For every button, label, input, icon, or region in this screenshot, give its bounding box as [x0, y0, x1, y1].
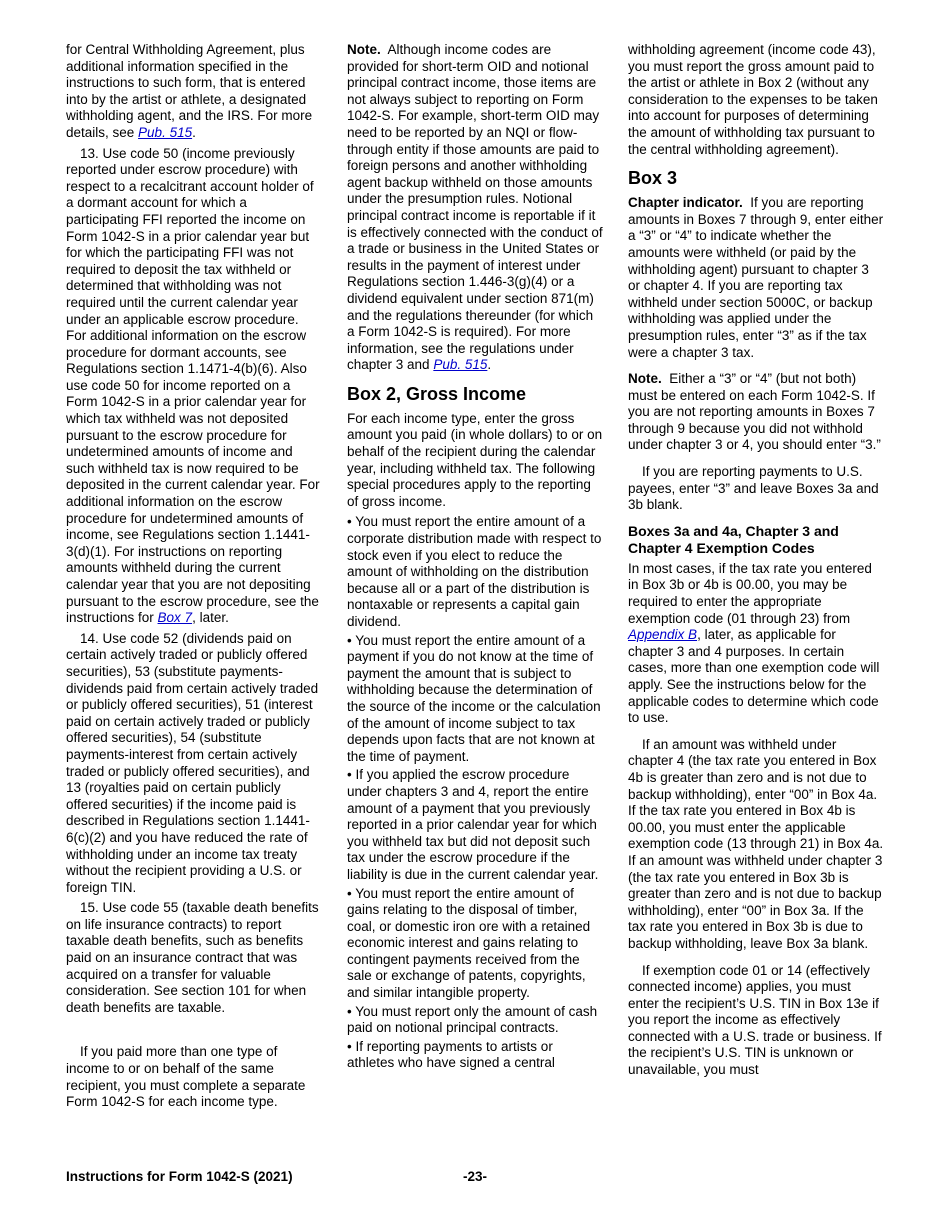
text-run: In most cases, if the tax rate you entered in Box 3b or 4b is 00.00, you may be required to enter the appropriate exemption code (01 through 23) from — [628, 560, 872, 626]
text-column-1 — [66, 42, 322, 1115]
bold-lead: Note. — [628, 371, 662, 387]
text-run: If you are reporting payments to U.S. payees, enter “3” and leave Boxes 3a and 3b blank. — [628, 464, 879, 513]
text-run: . — [487, 357, 492, 373]
text-run: Although income codes are provided for short-term OID and notional principal contract income, those items are not always subject to reporting on Form 1042-S. For example, short-term OID may need to be reported by an NQI or flow-through entity if those amounts are paid to foreign persons and another withholding agent backup withheld on those amounts under the presumption rules. Notional principal contract income is reportable if it is effectively connected with the conduct of a trade or business in the United States or results in the payment of interest under Regulations section 1.446-3(g)(4) or a dividend equivalent under section 871(m) and the regulations thereunder (for which a Form 1042-S is required). For more information, see the regulations under chapter 3 and — [347, 42, 603, 373]
bold-lead: Note. — [347, 42, 381, 57]
text-run: Either a “3” or “4” (but not both) must be entered on each Form 1042-S. If you are not reporting amounts in Boxes 7 through 9 because you did not withhold under chapter 3 or 4, you should enter “3.” — [628, 371, 881, 453]
text-run: for Central Withholding Agreement, plus additional information specified in the instructions to such form, that is entered into by the artist or athlete, a designated withholding agent, and the IRS. For more details, see — [66, 42, 313, 140]
paragraph — [66, 146, 322, 627]
bullet-item — [347, 1004, 603, 1037]
paragraph — [628, 561, 884, 727]
section-heading: Box 3 — [628, 168, 678, 189]
text-run: , later, as applicable for chapter 3 and 4 purposes. In certain cases, more than one exemption code will apply. See the instructions below for the applicable codes to determine which code to use. — [628, 627, 880, 726]
text-run: • You must report the entire amount of a payment if you do not know at the time of payment the amount that is subject to withholding because the determination of the source of the income or the calculation of the amount of income subject to tax depends upon facts that are not known at the time of payment. — [347, 632, 601, 764]
text-run: • If reporting payments to artists or athletes who have signed a central — [347, 1038, 555, 1071]
bullet-item — [347, 767, 603, 883]
bullet-item — [347, 514, 603, 630]
text-columns — [66, 42, 884, 1115]
bullet-item — [347, 886, 603, 1002]
bold-lead: Chapter indicator. — [628, 195, 743, 211]
text-run: 14. Use code 52 (dividends paid on certain actively traded or publicly offered securities), 53 (substitute payments-dividends paid from certain actively traded or publicly offered securities), 51 (interest paid on certain actively traded or publicly offered securities), 54 (substitute payments-interest from certain actively traded or publicly offered securities), and 13 (royalties paid on certain publicly offered securities) if the income paid is described in Regulations section 1.1441-6(c)(2) and you have reduced the rate of withholding under an income tax treaty without the recipient providing a U.S. or foreign TIN. — [66, 630, 319, 895]
text-run: 15. Use code 55 (taxable death benefits on life insurance contracts) to report taxable death benefits, such as benefits paid on an insurance contract that was acquired on a transfer for valuable consideration. See section 101 for when death benefits are taxable. — [66, 900, 319, 1015]
paragraph — [628, 464, 884, 514]
text-run: • You must report only the amount of cash paid on notional principal contracts. — [347, 1003, 598, 1036]
box-7-link[interactable]: Box 7 — [157, 610, 193, 626]
text-run: . — [192, 124, 196, 140]
paragraph — [66, 42, 322, 142]
page-footer — [0, 1169, 950, 1189]
text-run: , later. — [192, 610, 229, 626]
text-run: If you paid more than one type of income to or on behalf of the same recipient, you must complete a separate Form 1042-S for each income type. — [66, 1044, 306, 1110]
footer-page-number: -23- — [462, 1169, 487, 1184]
text-run: 13. Use code 50 (income previously reported under escrow procedure) with respect to a recalcitrant account holder of a dormant account for which a participating FFI reported the income on Form 1042-S in a prior calendar year but for which the participating FFI was not required to deposit the tax withheld or determined that withholding was not required until the current calendar year under an applicable escrow procedure. For additional information on the escrow procedure for dormant accounts, see Regulations section 1.1471-4(b)(6). Also use code 50 for income reported on a Form 1042-S in a prior calendar year for which tax withheld was not deposited pursuant to the escrow procedure for undetermined amounts of income and such withheld tax is now required to be deposited in the current calendar year. For additional information on the escrow procedure for undetermined amounts of income, see Regulations section 1.1441-3(d)(1). For instructions on reporting amounts withheld during the current calendar year that you are not depositing pursuant to the escrow procedure, see the instructions for — [66, 145, 320, 626]
text-run: If you are reporting amounts in Boxes 7 through 9, enter either a “3” or “4” to indicate whether the amounts were withheld (or paid by the withholding agent) pursuant to chapter 3 or chapter 4. If you are reporting tax withheld under section 5000C, or backup withholding was applied under the presumption rules, enter “3” as if the tax were a chapter 3 tax. — [628, 195, 884, 360]
text-run: withholding agreement (income code 43), you must report the gross amount paid to the artist or athlete in Box 2 (without any consideration to the expenses to be taken into account for purposes of determining the amount of withholding tax pursuant to the central withholding agreement). — [628, 42, 878, 157]
paragraph — [628, 737, 884, 953]
bullet-item — [347, 633, 603, 766]
paragraph — [628, 963, 884, 1079]
text-run: If an amount was withheld under chapter 4 (the tax rate you entered in Box 4b is greater than zero and is not due to backup withholding), enter “00” in Box 4a. If the tax rate you entered in Box 4b is 00.00, you must enter the applicable exemption code (13 through 21) in Box 4a. If an amount was withheld under chapter 3 (the tax rate you entered in Box 3b is greater than zero and is not due to backup withholding), enter “00” in Box 3a. If the tax rate you entered in Box 3b is due to backup withholding, leave Box 3a blank. — [628, 736, 884, 951]
text-column-3 — [628, 42, 884, 1115]
pub-515-link[interactable]: Pub. 515 — [138, 124, 193, 140]
paragraph — [347, 42, 603, 374]
paragraph — [66, 631, 322, 897]
paragraph — [347, 411, 603, 511]
appendix-b-link[interactable]: Appendix B — [628, 627, 698, 643]
paragraph — [628, 42, 884, 158]
text-run: If exemption code 01 or 14 (effectively connected income) applies, you must enter the recipient’s U.S. TIN in Box 13e if you report the income as effectively connected with a U.S. trade or business. If the recipient’s U.S. TIN is unknown or unavailable, you must — [628, 962, 882, 1078]
text-column-2 — [347, 42, 603, 1115]
section-heading: Box 2, Gross Income — [347, 383, 527, 404]
paragraph — [66, 900, 322, 1016]
text-run: • If you applied the escrow procedure under chapters 3 and 4, report the entire amount of a payment that you previously reported in a prior calendar year for which you withheld tax but did not deposit such tax under the escrow procedure if the liability is due in the current calendar year. — [347, 767, 599, 882]
pub-515-link[interactable]: Pub. 515 — [433, 357, 488, 373]
subsection-heading: Boxes 3a and 4a, Chapter 3 and Chapter 4 Exemption Codes — [628, 522, 839, 557]
text-run: • You must report the entire amount of gains relating to the disposal of timber, coal, or domestic iron ore with a retained economic interest and gains relating to contingent payments received from the sale or exchange of patents, copyrights, and similar intangible property. — [347, 885, 591, 1001]
footer-document-title: Instructions for Form 1042-S (2021) — [66, 1169, 293, 1184]
paragraph — [628, 195, 884, 361]
paragraph — [66, 1044, 322, 1110]
text-run: • You must report the entire amount of a corporate distribution made with respect to stock even if you elect to reduce the amount of withholding on the distribution because all or a part of the distribution is nontaxable or represents a capital gain dividend. — [347, 514, 602, 629]
text-run: For each income type, enter the gross amount you paid (in whole dollars) to or on behalf of the recipient during the calendar year, including withheld tax. The following special procedures apply to the reporting of gross income. — [347, 410, 603, 509]
paragraph — [628, 371, 884, 454]
bullet-item — [347, 1039, 603, 1072]
